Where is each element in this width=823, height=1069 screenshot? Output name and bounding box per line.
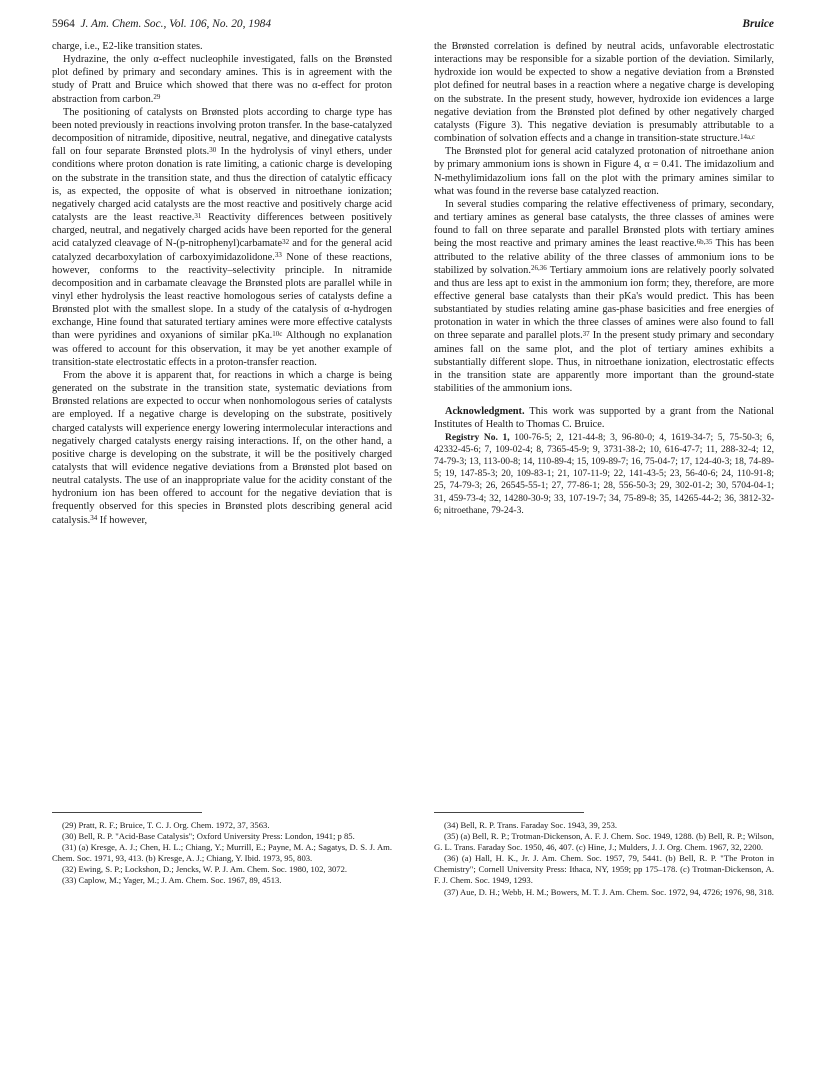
volume-info: Vol. 106, No. 20, 1984 [169,18,272,30]
reference: (37) Aue, D. H.; Webb, H. M.; Bowers, M. T. J. Am. Chem. Soc. 1972, 94, 4726; 1976, 98, 318. [444,886,774,897]
citation: 30 [209,145,217,154]
reference: (36) (a) Hall, H. K., Jr. J. Am. Chem. Soc. 1957, 79, 5441. (b) Bell, R. P. "The Proton in Chemistry"; Cornell University Press: Ithaca, NY, 1959; pp 175–178. (c) Trotman-Dickenson, A. F. J. Chem. Soc. 1949, 1293. [434,853,774,886]
citation: 33 [274,251,282,260]
footnote-rule [434,812,584,813]
paragraph [52,369,392,527]
references-left [52,820,392,887]
paragraph [52,53,392,106]
text: Hydrazine, the only α-effect nucleophile investigated, falls on the Brønsted plot defined by primary and secondary amines. This is in agreement with the study of Pratt and Bruice which showed that there was no α-effect for proton abstraction from carbon. [52,54,392,105]
citation: 31 [194,211,202,220]
reference: (29) Pratt, R. F.; Bruice, T. C. J. Org. Chem. 1972, 37, 3563. [62,820,270,830]
text: and for the general acid catalyzed decarboxylation of carboxyimidazolidone. [52,238,392,263]
journal-name: J. Am. Chem. Soc., [80,18,167,30]
paragraph [434,40,774,145]
reference: (34) Bell, R. P. Trans. Faraday Soc. 1943, 39, 253. [444,820,618,830]
text: In several studies comparing the relative effectiveness of primary, secondary, and tertiary amines as general base catalysts, the three classes of amines were found to fall on three separate and parallel Brønsted plots with tertiary amines being the most reactive and primary amines the least reactive. [434,198,774,250]
citation: 14a,c [740,132,755,141]
text: None of these reactions, however, conforms to the reactivity–selectivity principle. In nitramide decomposition and in carbamate cleavage the Brønsted plots are parallel while in vinyl ether hydrolysis the least reactive homologous series of catalysts define a Brønsted plot with the smallest slope. In a study of the catalysis of α-hydrogen exchange, Hine found that saturated tertiary amines were more effective catalysts than were pyridines and oxyanions of similar pKa. [52,251,392,342]
footnote-rule [52,812,202,813]
registry-text: 100-76-5; 2, 121-44-8; 3, 96-80-0; 4, 1619-34-7; 5, 75-50-3; 6, 42332-45-6; 7, 109-02-4; 8, 7365-45-9; 9, 3731-38-2; 10, 616-47-7; 11, 288-32-4; 12, 74-79-3; 13, 113-00-8; 14, 110-89-4; 15, 109-89-7; 16, 75-04-7; 17, 124-40-3; 18, 74-89-5; 19, 147-85-3; 20, 109-83-1; 21, 107-11-9; 22, 141-43-5; 23, 56-40-6; 24, 110-91-8; 25, 74-79-3; 26, 26545-55-1; 27, 77-86-1; 28, 556-50-3; 29, 302-01-2; 30, 5704-04-1; 31, 459-73-4; 32, 14280-30-9; 33, 107-19-7; 34, 75-89-8; 35, 14265-44-2; 36, 3812-32-6; nitroethane, 79-24-3. [434,432,774,516]
text: In the present study primary and secondary amines fall on the same plot, and the plot of tertiary amines exhibits a substantially different slope. Thus, in nitroethane ionization, electrostatic effects in the transition state are apparently more important than the ground-state stabilities of the ammonium ions. [434,330,774,395]
text: Although no explanation was offered to account for this observation, it may be yet another example of transition-state electrostatic effects in a proton-transfer reaction. [52,330,392,368]
text: The Brønsted plot for general acid catalyzed protonation of nitroethane anion by primary ammonium ions is shown in Figure 4, α = 0.41. The imidazolium and N-methylimidazolium ions fall on the plot with the primary amines similar to what was found in the reverse base catalyzed reaction. [434,146,774,197]
text: This has been attributed to the relative ability of the three classes of ammonium ions to be stabilized by solvation. [434,238,775,276]
citation: 29 [153,93,161,102]
citation: 32 [282,237,290,246]
text: the Brønsted correlation is defined by neutral acids, unfavorable electrostatic interactions may be responsible for a sizable portion of the deviation. Similarly, hydroxide ion would be expected to show a negative deviation from a Brønsted plot defined for neutral bases in a reaction where a negative charge is developing on the substrate. In the present study, however, hydroxide ion evidences a large negative deviation from the Brønsted plot defined by other negatively charged catalysts (Figure 3). This negative deviation is presumably attributable to a combination of solvation effects and a change in transition-state structure. [434,41,774,145]
citation: 34 [90,514,98,523]
citation: 26,36 [530,264,547,273]
citation: 10c [272,330,283,338]
text: Tertiary ammoium ions are relatively poorly solvated and thus are less apt to exist in the ammonium ion form; they, therefore, are more effective general base catalysts than their pKa's would predict. This has been substantiated by studies relating amine gas-phase basicities and free energies of protonation in water in which the three classes of amines were also found to fall on three separate and parallel plots. [434,264,774,342]
reference: (33) Caplow, M.; Yager, M.; J. Am. Chem. Soc. 1967, 89, 4513. [62,875,282,886]
registry-heading: Registry No. 1, [445,432,510,443]
acknowledgment [434,405,774,431]
text: The positioning of catalysts on Brønsted plots according to charge type has been noted previously in reactions involving proton transfer. In the base-catalyzed decomposition of nitramide, dipositive, neutral, negative, and dinegative catalysts fall on four separate Brønsted plots. [52,106,392,158]
registry-numbers [434,432,774,517]
reference: (30) Bell, R. P. "Acid-Base Catalysis"; Oxford University Press: London, 1941; p 85. [62,831,355,842]
citation: 37 [582,330,590,338]
paragraph [52,40,392,53]
text: Reactivity differences between positively charged, neutral, and negatively charged acids have been reported for the general acid catalyzed cleavage of N-(p-nitrophenyl)carbamate [52,212,392,250]
header-left [52,18,271,30]
header-author: Bruice [742,18,774,30]
paragraph [434,145,774,198]
paragraph [52,106,392,369]
reference: (31) (a) Kresge, A. J.; Chen, H. L.; Chiang, Y.; Murrill, E.; Payne, M. A.; Sagatys, D. S. J. Am. Chem. Soc. 1971, 93, 413. (b) Kresge, A. J.; Chiang, Y. Ibid. 1973, 95, 803. [52,842,392,864]
running-header [52,18,774,34]
references-right [434,820,774,898]
ack-heading: Acknowledgment. [445,406,525,418]
citation: 6b,35 [696,237,713,246]
text: In the hydrolysis of vinyl ethers, under conditions where proton donation is rate limiting, a cationic charge is developing on the substrate in the transition state, and thus the direction of catalytic efficacy is, as expected, the opposite of what is observed in nitroethane ionization; negatively charged acid catalysts are the most reactive and positively charge acid catalysts are the least reactive. [52,146,393,224]
text: If however, [97,514,148,526]
text: charge, i.e., E2-like transition states. [52,41,203,52]
paragraph [434,198,774,395]
reference: (32) Ewing, S. P.; Lockshon, D.; Jencks, W. P. J. Am. Chem. Soc. 1980, 102, 3072. [62,864,348,875]
ack-text: This work was supported by a grant from the National Institutes of Health to Thomas C. Bruice. [434,406,774,431]
text: From the above it is apparent that, for reactions in which a charge is being generated on the substrate in the transition state, systematic deviations from Brønsted relations are expected to occur when nonhomologous series of catalysts are employed. If a negative charge is developing on the substrate, positively charged catalysts will experience energy lowering intermolecular interactions and negatively charged catalysts energy raising interactions. If, on the other hand, a positive charge is developing on the substrate, it will be the positively charged catalysts that will evidence negative deviations from a Brønsted plot based on neutral catalysts. The use of an inappropriate value for the acidity constant of the hydronium ion has been offered to account for the negative deviation that is frequently observed for this species in Brønsted plots describing general acid catalysis. [52,369,392,526]
reference: (35) (a) Bell, R. P.; Trotman-Dickenson, A. F. J. Chem. Soc. 1949, 1288. (b) Bell, R. P.; Wilson, G. L. Trans. Faraday Soc. 1950, 46, 407. (c) Hine, J.; Mulders, J. J. Org. Chem. 1967, 32, 2200. [434,831,774,853]
left-column [52,40,392,527]
page-number: 5964 [52,18,75,30]
right-column [434,40,774,517]
